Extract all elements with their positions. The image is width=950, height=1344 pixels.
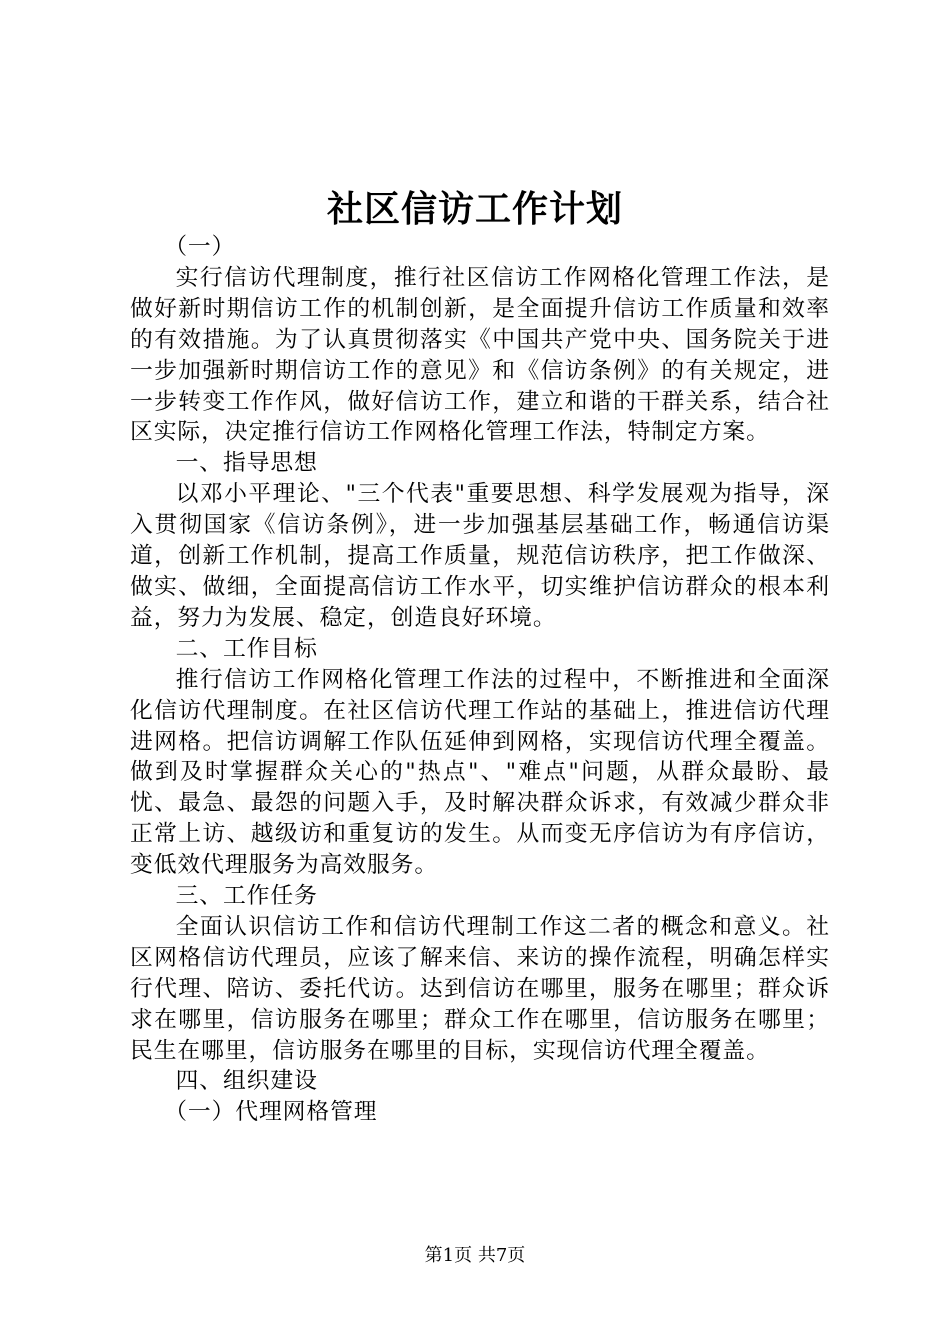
page-footer: 第1页 共7页: [424, 1245, 526, 1266]
section-marker: （一）: [164, 234, 236, 260]
document-body: [130, 232, 830, 1128]
section-heading-guiding-thought: 一、指导思想: [175, 450, 318, 477]
document-title: 社区信访工作计划: [326, 188, 623, 230]
work-tasks-paragraph: 全面认识信访工作和信访代理制工作这二者的概念和意义。社区网格信访代理员，应该了解来信、来访的操作流程，明确怎样实行代理、陪访、委托代访。达到信访在哪里，服务在哪里；群众诉求在哪里，信访服务在哪里；群众工作在哪里，信访服务在哪里；民生在哪里，信访服务在哪里的目标，实现信访代理全覆盖。: [130, 913, 830, 1064]
section-heading-work-tasks: 三、工作任务: [175, 883, 318, 910]
section-heading-organization: 四、组织建设: [175, 1068, 318, 1095]
guiding-thought-paragraph: 以邓小平理论、"三个代表"重要思想、科学发展观为指导，深入贯彻国家《信访条例》，进一步加强基层基础工作，畅通信访渠道，创新工作机制，提高工作质量，规范信访秩序，把工作做深、做实、做细，全面提高信访工作水平，切实维护信访群众的根本利益，努力为发展、稳定，创造良好环境。: [130, 481, 830, 631]
subsection-heading-grid-management: （一）代理网格管理: [164, 1099, 378, 1126]
intro-paragraph: 实行信访代理制度，推行社区信访工作网格化管理工作法，是做好新时期信访工作的机制创新，是全面提升信访工作质量和效率的有效措施。为了认真贯彻落实《中国共产党中央、国务院关于进一步加强新时期信访工作的意见》和《信访条例》的有关规定，进一步转变工作作风，做好信访工作，建立和谐的干群关系，结合社区实际，决定推行信访工作网格化管理工作法，特制定方案。: [130, 264, 830, 446]
section-heading-work-goals: 二、工作目标: [175, 635, 318, 662]
work-goals-paragraph: 推行信访工作网格化管理工作法的过程中，不断推进和全面深化信访代理制度。在社区信访代理工作站的基础上，推进信访代理进网格。把信访调解工作队伍延伸到网格，实现信访代理全覆盖。做到及时掌握群众关心的"热点"、"难点"问题，从群众最盼、最忧、最急、最怨的问题入手，及时解决群众诉求，有效减少群众非正常上访、越级访和重复访的发生。从而变无序信访为有序信访，变低效代理服务为高效服务。: [130, 666, 830, 879]
